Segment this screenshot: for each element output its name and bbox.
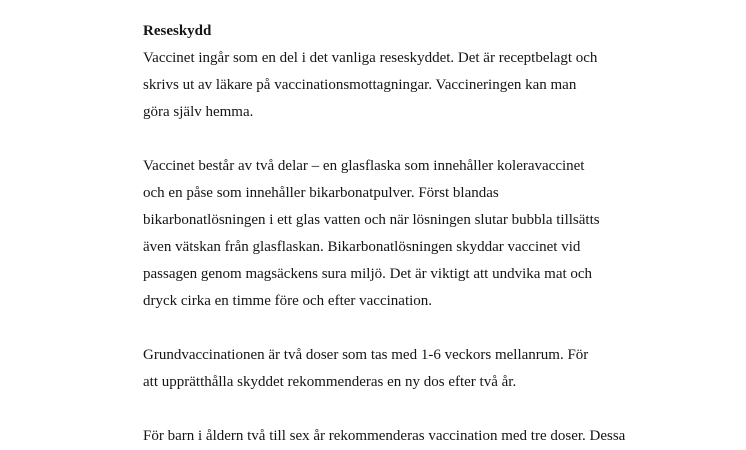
- paragraph: [143, 45, 655, 126]
- paragraph: [143, 153, 655, 315]
- document-heading: Reseskydd: [143, 23, 212, 39]
- text-line: skrivs ut av läkare på vaccinationsmottagningar. Vaccineringen kan man: [143, 77, 577, 93]
- text-line: passagen genom magsäckens sura miljö. Det är viktigt att undvika mat och: [143, 266, 593, 282]
- text-line: att upprätthålla skyddet rekommenderas en ny dos efter två år.: [143, 374, 517, 390]
- text-line: bikarbonatlösningen i ett glas vatten och när lösningen slutar bubbla tillsätts: [143, 212, 600, 228]
- paragraph: [143, 342, 655, 396]
- text-line: och en påse som innehåller bikarbonatpulver. Först blandas: [143, 185, 499, 201]
- paragraph: [143, 423, 655, 450]
- text-line: Grundvaccinationen är två doser som tas med 1-6 veckors mellanrum. För: [143, 347, 589, 363]
- text-line: Vaccinet består av två delar – en glasflaska som innehåller koleravaccinet: [143, 158, 585, 174]
- text-line: dryck cirka en timme före och efter vaccination.: [143, 293, 433, 309]
- text-line: För barn i åldern två till sex år rekommenderas vaccination med tre doser. Dessa: [143, 428, 626, 444]
- text-line: göra själv hemma.: [143, 104, 254, 120]
- document-text-block: [143, 18, 655, 450]
- text-line: Vaccinet ingår som en del i det vanliga reseskyddet. Det är receptbelagt och: [143, 50, 598, 66]
- text-line: även vätskan från glasflaskan. Bikarbonatlösningen skyddar vaccinet vid: [143, 239, 581, 255]
